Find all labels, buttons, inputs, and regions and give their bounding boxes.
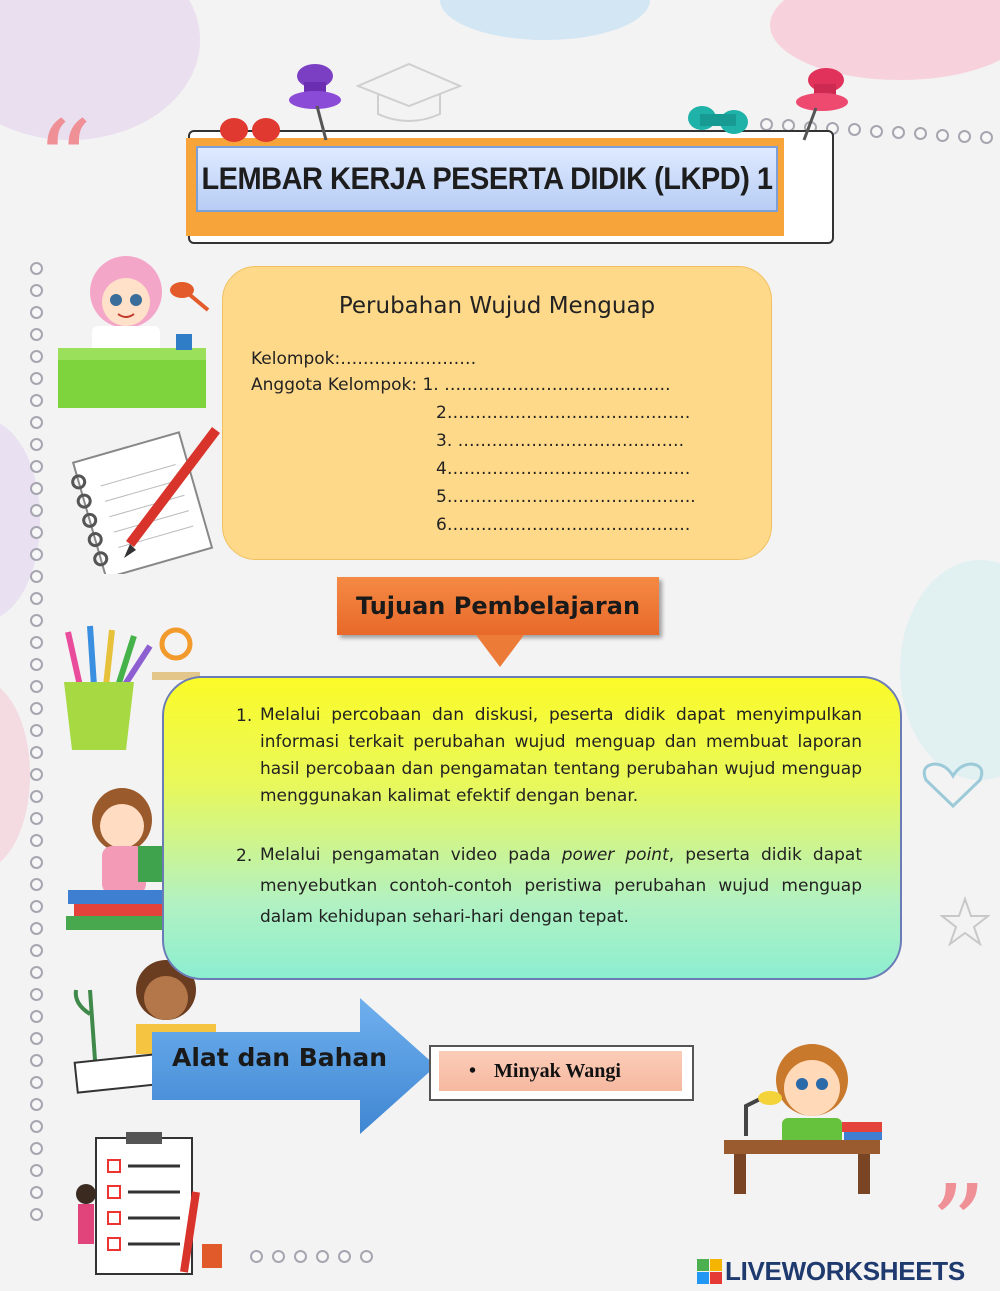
graduation-cap-icon [354, 58, 464, 128]
background-blob-pink-left [0, 680, 30, 870]
binder-ring [30, 504, 43, 517]
objectives-box [162, 676, 902, 980]
binder-ring [30, 812, 43, 825]
liveworksheets-logo[interactable] [697, 1256, 965, 1287]
group-members-label[interactable]: Anggota Kelompok: 1. …………………………………. [251, 375, 671, 395]
liveworksheets-logo-icon [697, 1259, 723, 1285]
binder-ring [30, 438, 43, 451]
member-field-2[interactable]: 2……………………………………. [436, 403, 691, 423]
binder-ring [30, 966, 43, 979]
page-title: LEMBAR KERJA PESERTA DIDIK (LKPD) 1 [201, 160, 773, 197]
binder-ring [30, 526, 43, 539]
binder-ring [30, 1164, 43, 1177]
binder-ring [294, 1250, 307, 1263]
clipboard-checklist-illustration [60, 1132, 230, 1280]
binder-ring [30, 570, 43, 583]
heart-doodle-icon [920, 760, 986, 810]
materials-list-box [429, 1045, 694, 1101]
binder-ring [30, 944, 43, 957]
binder-ring [30, 658, 43, 671]
binder-ring [30, 592, 43, 605]
topic-title: Perubahan Wujud Menguap [338, 293, 656, 319]
binder-ring [30, 1098, 43, 1111]
member-field-6[interactable]: 6……………………………………. [436, 515, 691, 535]
binder-ring [870, 125, 883, 138]
notebook-pencil-illustration [66, 424, 226, 574]
binder-ring [30, 614, 43, 627]
objective-text-1: Melalui percobaan dan diskusi, peserta didik dapat menyimpulkan informasi terkait perubahan wujud menguap dan membuat laporan hasil percobaan dan pengamatan tentang perubahan wujud menguap menggunakan kalimat efektif dengan benar. [260, 705, 862, 806]
binder-ring [30, 1186, 43, 1199]
binder-ring [30, 1032, 43, 1045]
binder-ring [250, 1250, 263, 1263]
binder-ring [980, 131, 993, 144]
identity-card [222, 266, 772, 560]
binder-ring [30, 328, 43, 341]
binder-ring [360, 1250, 373, 1263]
objectives-arrow [476, 635, 524, 667]
binder-ring [30, 878, 43, 891]
liveworksheets-logo-text: LIVEWORKSHEETS [725, 1256, 965, 1286]
quote-close-icon: ” [930, 1161, 987, 1289]
background-blob-lilac [0, 0, 200, 140]
binder-ring [30, 702, 43, 715]
binder-ring [892, 126, 905, 139]
objective-text-2 [260, 840, 862, 933]
binder-ring [30, 1142, 43, 1155]
binder-ring [30, 1076, 43, 1089]
binder-ring [30, 1054, 43, 1067]
member-field-3[interactable]: 3. …………………………………. [436, 431, 685, 451]
binder-ring [30, 350, 43, 363]
binder-ring [30, 1208, 43, 1221]
binder-ring [272, 1250, 285, 1263]
binder-ring [914, 127, 927, 140]
binder-ring [316, 1250, 329, 1263]
binder-ring [338, 1250, 351, 1263]
binder-ring [30, 724, 43, 737]
objective-text-2-end: , peserta didik dapat menyebutkan contoh-contoh peristiwa perubahan wujud menguap dalam kehidupan sehari-hari dengan tepat. [260, 845, 862, 927]
objectives-heading-box [337, 577, 659, 635]
group-name-field[interactable]: Kelompok:…………………… [251, 349, 477, 369]
title-banner [196, 146, 778, 212]
binder-ring [30, 834, 43, 847]
binder-ring [30, 482, 43, 495]
pushpin-icon [218, 112, 282, 146]
objectives-heading: Tujuan Pembelajaran [355, 592, 641, 620]
binder-ring [30, 988, 43, 1001]
binder-ring [30, 746, 43, 759]
pushpin-icon [686, 100, 750, 142]
star-doodle-icon [940, 896, 990, 946]
material-item [439, 1051, 682, 1091]
binder-ring [30, 548, 43, 561]
binder-ring [30, 922, 43, 935]
binder-ring [958, 130, 971, 143]
binder-ring [30, 262, 43, 275]
pushpin-icon [786, 62, 852, 142]
binder-ring [30, 768, 43, 781]
material-bullet: • [469, 1059, 477, 1082]
objective-text-2-italic: power point [561, 845, 669, 865]
material-item-label: Minyak Wangi [494, 1059, 621, 1082]
binder-ring [30, 1010, 43, 1023]
binder-ring [30, 856, 43, 869]
objective-number-2: 2. [236, 846, 253, 866]
binder-ring [30, 460, 43, 473]
objective-text-2-start: Melalui pengamatan video pada [260, 845, 562, 865]
objective-number-1: 1. [236, 706, 253, 726]
binder-ring [30, 416, 43, 429]
binder-ring [30, 306, 43, 319]
binder-ring [30, 790, 43, 803]
binder-ring [30, 900, 43, 913]
binder-ring [30, 680, 43, 693]
background-blob-blue [440, 0, 650, 40]
member-field-5[interactable]: 5…………………………………….. [436, 487, 696, 507]
studying-boy-illustration [722, 1036, 892, 1196]
background-blob-mint [900, 560, 1000, 780]
binder-ring [30, 372, 43, 385]
materials-heading: Alat dan Bahan [172, 1043, 388, 1072]
student-girl-illustration [58, 250, 218, 410]
binder-ring [30, 1120, 43, 1133]
quote-open-icon: “ [36, 97, 93, 225]
binder-ring [936, 129, 949, 142]
binder-ring [30, 636, 43, 649]
binder-ring [30, 284, 43, 297]
member-field-4[interactable]: 4……………………………………. [436, 459, 691, 479]
binder-ring [30, 394, 43, 407]
pushpin-icon [282, 56, 348, 142]
